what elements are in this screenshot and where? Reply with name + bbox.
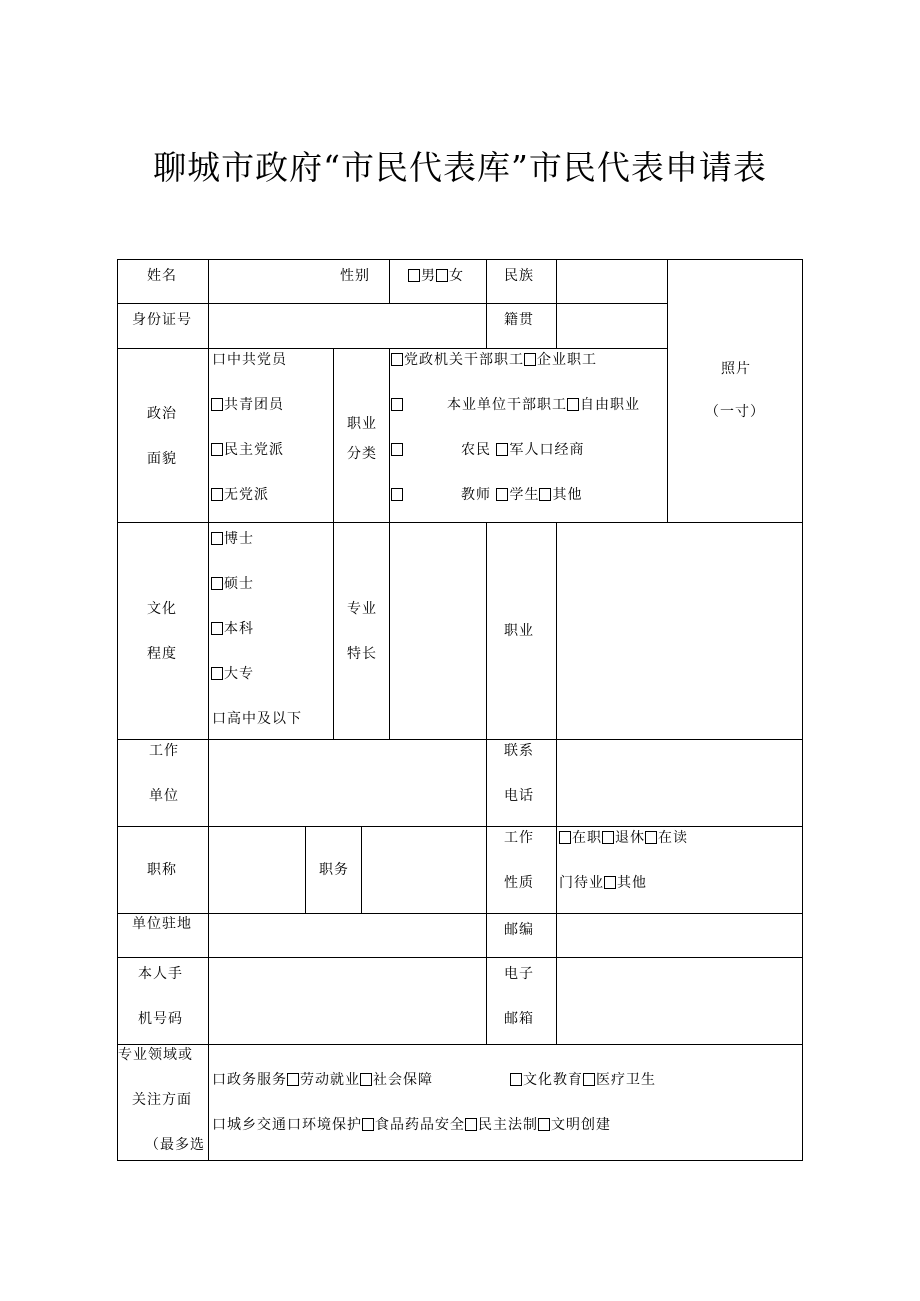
option-label: 学生	[509, 487, 540, 503]
option-label: 劳动就业	[300, 1072, 360, 1088]
option-label: 企业职工	[537, 352, 597, 368]
checkbox-other[interactable]	[604, 876, 616, 889]
focus-row-1-right	[510, 1072, 656, 1088]
education-label-1: 文化	[147, 601, 177, 617]
checkbox[interactable]	[211, 532, 223, 545]
page-title: 聊城市政府“市民代表库”市民代表申请表	[153, 148, 767, 187]
political-status-label-1: 政治	[147, 406, 177, 422]
specialty-label-1: 专业	[347, 601, 377, 617]
checkbox-studying[interactable]	[645, 831, 657, 844]
checkbox-freelance[interactable]	[567, 398, 579, 411]
option-label: 在职	[572, 830, 602, 846]
option-label: 文化教育	[523, 1072, 583, 1088]
work-unit-label-1: 工作	[149, 743, 179, 759]
male-checkbox[interactable]	[408, 269, 420, 282]
option-label: 食品药品安全	[375, 1117, 465, 1133]
occupation-row-4-box	[391, 487, 404, 503]
work-nature-label-1: 工作	[504, 830, 534, 846]
option-label: 退休	[615, 830, 645, 846]
female-checkbox[interactable]	[436, 269, 448, 282]
title-rank-label: 职称	[147, 862, 177, 878]
option-label: 民主党派	[224, 442, 284, 458]
checkbox-military[interactable]	[496, 443, 508, 456]
option-label: 医疗卫生	[596, 1072, 656, 1088]
checkbox-institution[interactable]	[391, 398, 403, 411]
option-label: 无党派	[224, 487, 269, 503]
political-option-youth-league[interactable]	[211, 397, 284, 413]
checkbox-enterprise[interactable]	[524, 353, 536, 366]
checkbox-other[interactable]	[539, 488, 551, 501]
occupation-category-label-2: 分类	[347, 446, 377, 462]
work-unit-label-2: 单位	[149, 788, 179, 804]
mobile-label-2: 机号码	[138, 1011, 183, 1027]
checkbox-labor[interactable]	[287, 1073, 299, 1086]
option-label: 党政机关干部职工	[404, 352, 524, 368]
option-label[interactable]: 口政务服务	[212, 1072, 287, 1088]
id-number-label: 身份证号	[132, 312, 192, 328]
checkbox-student[interactable]	[496, 488, 508, 501]
political-status-label-2: 面貌	[147, 451, 177, 467]
political-option-communist[interactable]: 口中共党员	[212, 352, 287, 368]
email-label-1: 电子	[504, 966, 534, 982]
unit-location-label: 单位驻地	[132, 916, 192, 932]
checkbox[interactable]	[211, 398, 223, 411]
ethnicity-label: 民族	[504, 268, 534, 284]
occupation-row-2	[447, 397, 640, 413]
phone-label-1: 联系	[504, 743, 534, 759]
gender-options	[408, 268, 464, 284]
option-label: 社会保障	[373, 1072, 433, 1088]
photo-size-label: （一寸）	[705, 404, 765, 420]
option-label: 在读	[658, 830, 688, 846]
checkbox-farmer[interactable]	[391, 443, 403, 456]
education-option-bachelor[interactable]	[211, 621, 254, 637]
education-label-2: 程度	[147, 646, 177, 662]
email-label-2: 邮箱	[504, 1011, 534, 1027]
photo-label: 照片	[721, 361, 751, 377]
option-label: 本科	[224, 621, 254, 637]
option-label: 门待业	[559, 875, 604, 891]
occupation-label: 职业	[504, 623, 534, 639]
checkbox-party-gov[interactable]	[391, 353, 403, 366]
work-nature-row-1	[559, 830, 688, 846]
checkbox[interactable]	[211, 667, 223, 680]
work-nature-row-2	[559, 875, 647, 891]
focus-row-2	[212, 1117, 611, 1133]
option-label: 本业单位干部职工	[447, 397, 567, 413]
option-label: 民主法制	[478, 1117, 538, 1133]
mobile-label-1: 本人手	[138, 966, 183, 982]
checkbox-retired[interactable]	[602, 831, 614, 844]
option-label: 硕士	[224, 576, 254, 592]
work-nature-label-2: 性质	[504, 875, 534, 891]
checkbox-employed[interactable]	[559, 831, 571, 844]
focus-row-1-left	[212, 1072, 433, 1088]
checkbox-democracy-law[interactable]	[465, 1118, 477, 1131]
checkbox[interactable]	[211, 577, 223, 590]
checkbox-culture-education[interactable]	[510, 1073, 522, 1086]
post-label: 职务	[319, 862, 349, 878]
checkbox[interactable]	[211, 443, 223, 456]
option-label: 农民	[461, 442, 491, 458]
occupation-category-label-1: 职业	[347, 416, 377, 432]
postcode-label: 邮编	[504, 922, 534, 938]
option-label: 军人口经商	[509, 442, 585, 458]
option-label: 教师	[461, 487, 491, 503]
focus-label-1: 专业领域或	[118, 1047, 193, 1063]
option-label: 其他	[552, 487, 583, 503]
focus-label-2: 关注方面	[132, 1092, 192, 1108]
female-option-label: 女	[449, 268, 464, 284]
option-label: 其他	[617, 875, 647, 891]
checkbox-health[interactable]	[583, 1073, 595, 1086]
checkbox-food-drug[interactable]	[362, 1118, 374, 1131]
option-label: 共青团员	[224, 397, 284, 413]
focus-label-3: （最多选	[145, 1137, 205, 1153]
education-option-college[interactable]	[211, 666, 254, 682]
occupation-row-3	[461, 442, 584, 458]
gender-label: 性别	[340, 268, 370, 284]
education-option-master[interactable]	[211, 576, 254, 592]
option-label: 大专	[224, 666, 254, 682]
political-option-democratic[interactable]	[211, 442, 284, 458]
option-label: 自由职业	[580, 397, 640, 413]
checkbox[interactable]	[211, 488, 223, 501]
native-place-label: 籍贯	[504, 312, 534, 328]
education-option-highschool[interactable]: 口高中及以下	[212, 711, 302, 727]
checkbox-social-security[interactable]	[360, 1073, 372, 1086]
occupation-row-1	[391, 352, 597, 368]
option-label: 文明创建	[551, 1117, 611, 1133]
checkbox[interactable]	[211, 622, 223, 635]
specialty-label-2: 特长	[347, 646, 377, 662]
male-option-label: 男	[421, 268, 436, 284]
name-label: 姓名	[147, 268, 177, 284]
option-label: 博士	[224, 531, 254, 547]
option-label[interactable]: 口城乡交通口环境保护	[212, 1117, 362, 1133]
occupation-row-2-box	[391, 397, 404, 413]
checkbox-civilization[interactable]	[538, 1118, 550, 1131]
occupation-row-4	[461, 487, 582, 503]
phone-label-2: 电话	[504, 788, 534, 804]
education-option-phd[interactable]	[211, 531, 254, 547]
political-option-nonparty[interactable]	[211, 487, 269, 503]
occupation-row-3-box	[391, 442, 404, 458]
checkbox-teacher[interactable]	[391, 488, 403, 501]
